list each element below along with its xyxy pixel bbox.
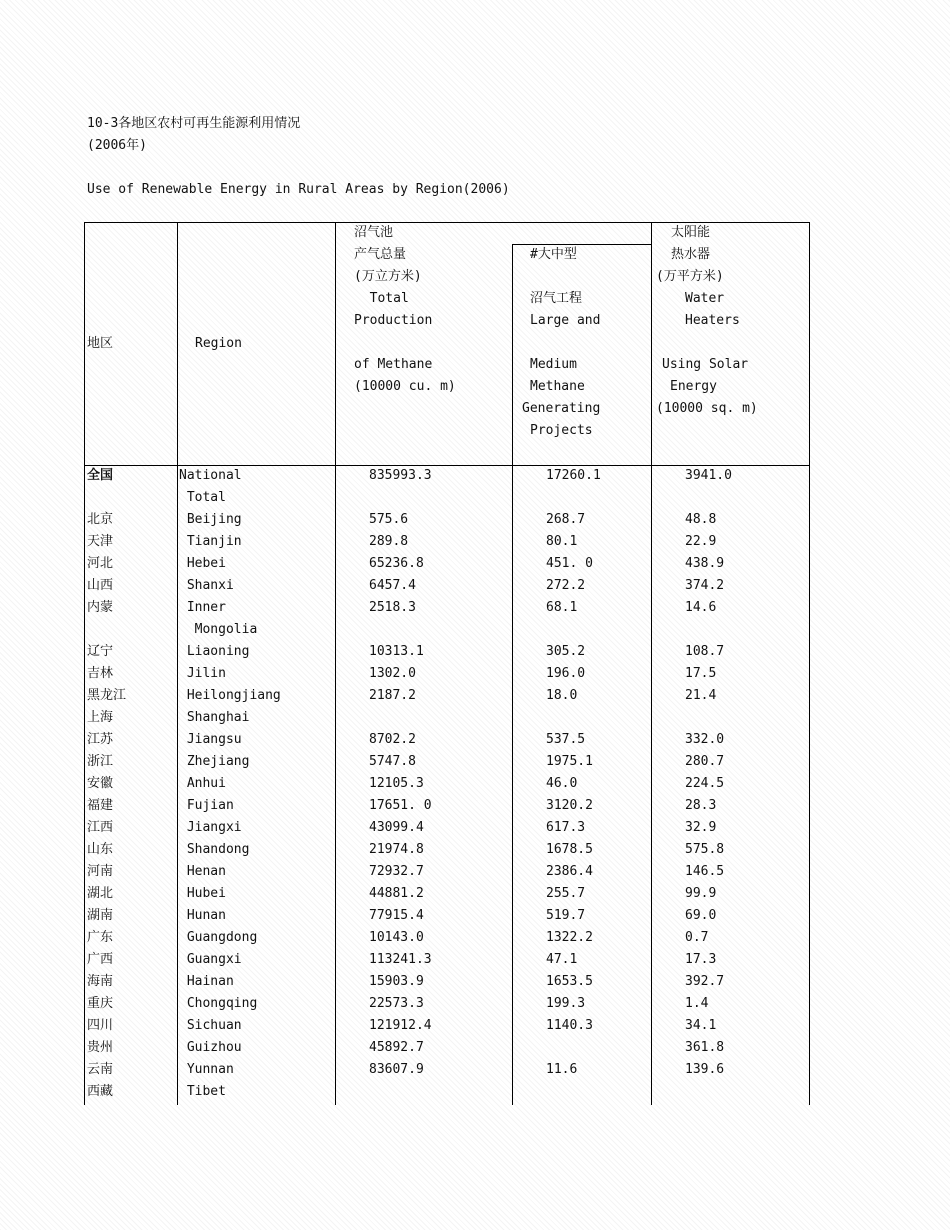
region-en: Guangxi — [179, 952, 242, 967]
region-en: Sichuan — [179, 1018, 242, 1033]
solar-value: 392.7 — [685, 974, 725, 989]
methane-value: 45892.7 — [369, 1040, 424, 1055]
large-projects-value: 255.7 — [546, 886, 586, 901]
header-methane-line: (万立方米) — [354, 269, 422, 284]
region-cn: 黑龙江 — [87, 688, 127, 703]
methane-value: 22573.3 — [369, 996, 424, 1011]
page-title-year: (2006年) — [87, 138, 147, 153]
table-row — [84, 509, 810, 531]
methane-value: 5747.8 — [369, 754, 416, 769]
region-en: Guizhou — [179, 1040, 242, 1055]
header-solar-line: Heaters — [685, 313, 740, 328]
region-en: Chongqing — [179, 996, 258, 1011]
header-solar-line: Using Solar — [662, 357, 749, 372]
large-projects-value: 1653.5 — [546, 974, 593, 989]
large-projects-value: 196.0 — [546, 666, 586, 681]
region-cn: 四川 — [87, 1018, 114, 1033]
methane-value: 8702.2 — [369, 732, 416, 747]
solar-value: 17.5 — [685, 666, 717, 681]
header-methane-line: Total — [354, 291, 409, 306]
methane-value: 121912.4 — [369, 1018, 432, 1033]
region-en: National — [179, 468, 242, 483]
header-methane-line: Production — [354, 313, 433, 328]
methane-value: 113241.3 — [369, 952, 432, 967]
region-cn: 贵州 — [87, 1040, 114, 1055]
region-en: Shanghai — [179, 710, 250, 725]
region-en: Hebei — [179, 556, 226, 571]
methane-value: 17651. 0 — [369, 798, 432, 813]
solar-value: 28.3 — [685, 798, 717, 813]
large-projects-value: 1975.1 — [546, 754, 593, 769]
region-cn: 西藏 — [87, 1084, 114, 1099]
methane-value: 2187.2 — [369, 688, 416, 703]
region-cn: 江苏 — [87, 732, 114, 747]
header-large-line: Medium — [530, 357, 577, 372]
region-cn: 内蒙 — [87, 600, 114, 615]
table-row — [84, 971, 810, 993]
large-projects-value: 519.7 — [546, 908, 586, 923]
region-en: Mongolia — [179, 622, 258, 637]
table-row — [84, 1081, 810, 1103]
header-solar-line: (万平方米) — [656, 269, 724, 284]
methane-value: 12105.3 — [369, 776, 424, 791]
region-cn: 江西 — [87, 820, 114, 835]
methane-value: 44881.2 — [369, 886, 424, 901]
region-cn: 云南 — [87, 1062, 114, 1077]
table-row — [84, 641, 810, 663]
solar-value: 224.5 — [685, 776, 725, 791]
large-projects-value: 305.2 — [546, 644, 586, 659]
header-solar-line: 热水器 — [671, 247, 711, 262]
region-cn: 天津 — [87, 534, 114, 549]
region-cn: 广西 — [87, 952, 114, 967]
region-cn: 广东 — [87, 930, 114, 945]
solar-value: 374.2 — [685, 578, 725, 593]
header-solar-line: 太阳能 — [671, 225, 711, 240]
region-cn: 海南 — [87, 974, 114, 989]
methane-value: 72932.7 — [369, 864, 424, 879]
region-en: Jiangsu — [179, 732, 242, 747]
table-row — [84, 619, 810, 641]
solar-value: 34.1 — [685, 1018, 717, 1033]
region-en: Hainan — [179, 974, 234, 989]
header-methane-line: of Methane — [354, 357, 433, 372]
solar-value: 0.7 — [685, 930, 709, 945]
solar-value: 146.5 — [685, 864, 725, 879]
large-projects-value: 3120.2 — [546, 798, 593, 813]
solar-value: 139.6 — [685, 1062, 725, 1077]
header-methane-line: 产气总量 — [354, 247, 407, 262]
solar-value: 22.9 — [685, 534, 717, 549]
table-row — [84, 861, 810, 883]
large-projects-value: 68.1 — [546, 600, 578, 615]
solar-value: 332.0 — [685, 732, 725, 747]
header-region-en: Region — [195, 336, 242, 351]
header-large-line: Generating — [522, 401, 601, 416]
region-en: Guangdong — [179, 930, 258, 945]
table-row — [84, 707, 810, 729]
region-en: Anhui — [179, 776, 226, 791]
region-cn: 福建 — [87, 798, 114, 813]
table-row — [84, 905, 810, 927]
region-en: Tianjin — [179, 534, 242, 549]
region-cn: 重庆 — [87, 996, 114, 1011]
methane-value: 289.8 — [369, 534, 409, 549]
table-row — [84, 465, 810, 487]
region-cn: 山东 — [87, 842, 114, 857]
table-row — [84, 487, 810, 509]
table-row — [84, 927, 810, 949]
methane-value: 43099.4 — [369, 820, 424, 835]
solar-value: 1.4 — [685, 996, 709, 1011]
solar-value: 108.7 — [685, 644, 725, 659]
table-row — [84, 883, 810, 905]
table-row — [84, 751, 810, 773]
solar-value: 361.8 — [685, 1040, 725, 1055]
table-row — [84, 597, 810, 619]
table-row — [84, 685, 810, 707]
table-row — [84, 817, 810, 839]
header-large-line: 沼气工程 — [530, 291, 583, 306]
methane-value: 10143.0 — [369, 930, 424, 945]
methane-value: 10313.1 — [369, 644, 424, 659]
solar-value: 14.6 — [685, 600, 717, 615]
table-row — [84, 729, 810, 751]
region-en: Total — [179, 490, 226, 505]
table-row — [84, 949, 810, 971]
table-row — [84, 553, 810, 575]
region-en: Jilin — [179, 666, 226, 681]
header-methane-group: 沼气池 — [354, 225, 394, 240]
large-projects-value: 17260.1 — [546, 468, 601, 483]
table-row — [84, 1037, 810, 1059]
page-title-en: Use of Renewable Energy in Rural Areas by Region(2006) — [87, 182, 510, 197]
region-en: Henan — [179, 864, 226, 879]
table-row — [84, 663, 810, 685]
solar-value: 69.0 — [685, 908, 717, 923]
methane-value: 575.6 — [369, 512, 409, 527]
region-cn: 辽宁 — [87, 644, 114, 659]
large-projects-value: 272.2 — [546, 578, 586, 593]
header-large-line: #大中型 — [530, 247, 577, 262]
region-en: Liaoning — [179, 644, 250, 659]
methane-value: 83607.9 — [369, 1062, 424, 1077]
region-cn: 浙江 — [87, 754, 114, 769]
table-row — [84, 839, 810, 861]
region-cn: 上海 — [87, 710, 114, 725]
large-projects-value: 451. 0 — [546, 556, 593, 571]
large-projects-value: 18.0 — [546, 688, 578, 703]
large-projects-value: 1322.2 — [546, 930, 593, 945]
region-en: Heilongjiang — [179, 688, 281, 703]
solar-value: 99.9 — [685, 886, 717, 901]
large-projects-value: 1678.5 — [546, 842, 593, 857]
header-large-line: Methane — [530, 379, 585, 394]
large-projects-value: 617.3 — [546, 820, 586, 835]
header-large-line: Large and — [530, 313, 601, 328]
methane-value: 835993.3 — [369, 468, 432, 483]
large-projects-value: 537.5 — [546, 732, 586, 747]
region-en: Hunan — [179, 908, 226, 923]
solar-value: 17.3 — [685, 952, 717, 967]
region-cn: 吉林 — [87, 666, 114, 681]
region-en: Beijing — [179, 512, 242, 527]
solar-value: 32.9 — [685, 820, 717, 835]
solar-value: 438.9 — [685, 556, 725, 571]
solar-value: 280.7 — [685, 754, 725, 769]
region-en: Shandong — [179, 842, 250, 857]
solar-value: 3941.0 — [685, 468, 732, 483]
large-projects-value: 1140.3 — [546, 1018, 593, 1033]
methane-value: 2518.3 — [369, 600, 416, 615]
region-cn: 全国 — [87, 468, 114, 483]
region-cn: 安徽 — [87, 776, 114, 791]
large-projects-value: 2386.4 — [546, 864, 593, 879]
table-row — [84, 575, 810, 597]
region-en: Jiangxi — [179, 820, 242, 835]
large-projects-value: 46.0 — [546, 776, 578, 791]
table-row — [84, 531, 810, 553]
region-cn: 山西 — [87, 578, 114, 593]
region-cn: 河北 — [87, 556, 114, 571]
table-row — [84, 1015, 810, 1037]
region-en: Tibet — [179, 1084, 226, 1099]
page-title-cn: 10-3各地区农村可再生能源利用情况 — [87, 116, 301, 131]
table-row — [84, 773, 810, 795]
table-row — [84, 1059, 810, 1081]
header-large-line: Projects — [530, 423, 593, 438]
large-projects-value: 199.3 — [546, 996, 586, 1011]
large-projects-value: 47.1 — [546, 952, 578, 967]
region-en: Hubei — [179, 886, 226, 901]
large-projects-value: 11.6 — [546, 1062, 578, 1077]
large-projects-value: 80.1 — [546, 534, 578, 549]
methane-value: 6457.4 — [369, 578, 416, 593]
region-cn: 北京 — [87, 512, 114, 527]
methane-value: 77915.4 — [369, 908, 424, 923]
methane-value: 65236.8 — [369, 556, 424, 571]
header-solar-line: (10000 sq. m) — [656, 401, 758, 416]
region-en: Yunnan — [179, 1062, 234, 1077]
methane-value: 1302.0 — [369, 666, 416, 681]
header-solar-line: Water — [685, 291, 725, 306]
header-solar-line: Energy — [670, 379, 717, 394]
region-en: Shanxi — [179, 578, 234, 593]
methane-value: 21974.8 — [369, 842, 424, 857]
region-en: Zhejiang — [179, 754, 250, 769]
region-en: Fujian — [179, 798, 234, 813]
region-cn: 河南 — [87, 864, 114, 879]
region-en: Inner — [179, 600, 226, 615]
region-cn: 湖北 — [87, 886, 114, 901]
solar-value: 575.8 — [685, 842, 725, 857]
table-row — [84, 795, 810, 817]
solar-value: 48.8 — [685, 512, 717, 527]
table-row — [84, 993, 810, 1015]
large-projects-value: 268.7 — [546, 512, 586, 527]
header-region-cn: 地区 — [87, 336, 114, 351]
methane-value: 15903.9 — [369, 974, 424, 989]
solar-value: 21.4 — [685, 688, 717, 703]
region-cn: 湖南 — [87, 908, 114, 923]
header-methane-line: (10000 cu. m) — [354, 379, 456, 394]
